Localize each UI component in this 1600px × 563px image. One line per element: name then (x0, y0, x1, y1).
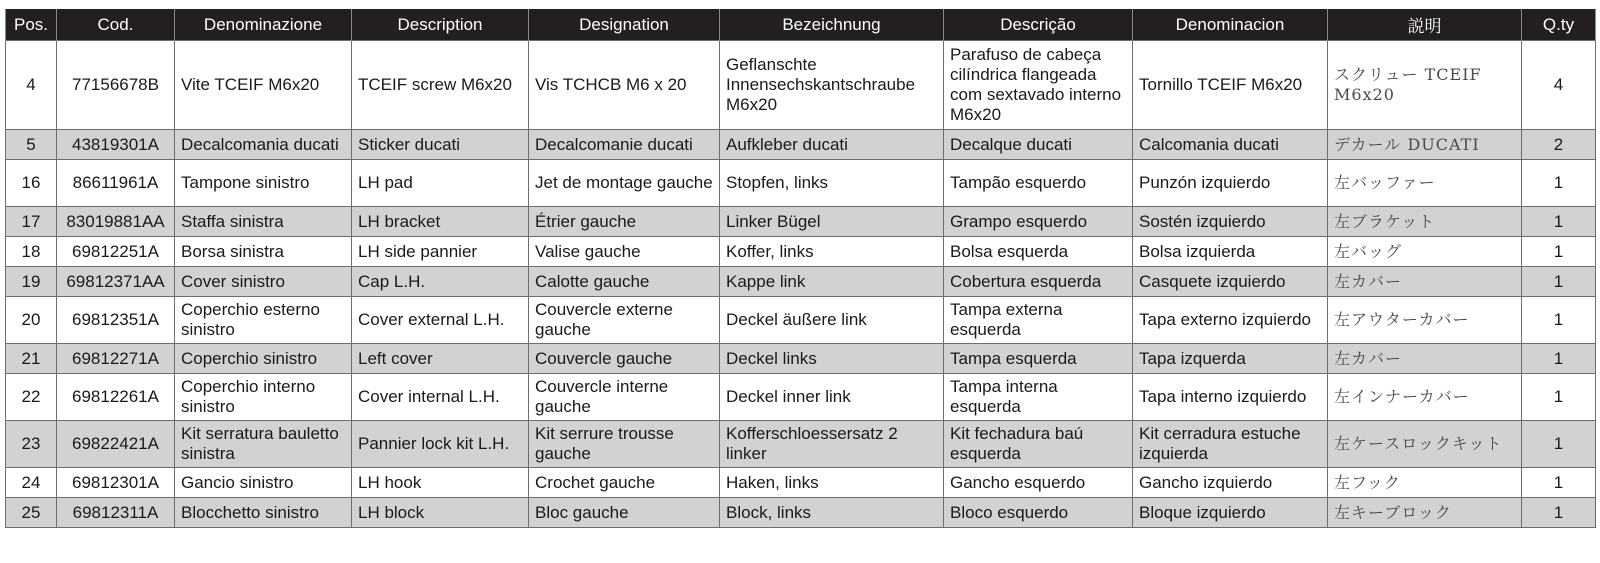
cell-spanish: Punzón izquierdo (1133, 160, 1328, 207)
cell-portuguese: Kit fechadura baú esquerda (944, 421, 1133, 468)
cell-portuguese: Bloco esquerdo (944, 498, 1133, 528)
cell-quantity: 1 (1522, 344, 1596, 374)
cell-spanish: Tapa externo izquierdo (1133, 297, 1328, 344)
cell-pos: 4 (6, 41, 57, 130)
cell-italian: Blocchetto sinistro (175, 498, 352, 528)
cell-code: 69812301A (57, 468, 175, 498)
cell-portuguese: Decalque ducati (944, 130, 1133, 160)
table-row (6, 297, 1596, 344)
cell-code: 69812371AA (57, 267, 175, 297)
cell-german: Deckel links (720, 344, 944, 374)
cell-quantity: 1 (1522, 207, 1596, 237)
cell-italian: Cover sinistro (175, 267, 352, 297)
cell-french: Étrier gauche (529, 207, 720, 237)
cell-german: Geflanschte Innensechskantschraube M6x20 (720, 41, 944, 130)
cell-italian: Tampone sinistro (175, 160, 352, 207)
table-row (6, 421, 1596, 468)
cell-english: TCEIF screw M6x20 (352, 41, 529, 130)
cell-spanish: Tapa izquerda (1133, 344, 1328, 374)
cell-portuguese: Bolsa esquerda (944, 237, 1133, 267)
cell-japanese: 左バッグ (1328, 237, 1522, 267)
table-row (6, 41, 1596, 130)
cell-portuguese: Tampa externa esquerda (944, 297, 1133, 344)
cell-portuguese: Tampão esquerdo (944, 160, 1133, 207)
cell-japanese: 左インナーカバー (1328, 374, 1522, 421)
cell-italian: Decalcomania ducati (175, 130, 352, 160)
cell-pos: 17 (6, 207, 57, 237)
cell-french: Vis TCHCB M6 x 20 (529, 41, 720, 130)
cell-french: Decalcomanie ducati (529, 130, 720, 160)
cell-french: Crochet gauche (529, 468, 720, 498)
cell-french: Calotte gauche (529, 267, 720, 297)
header-italian: Denominazione (175, 9, 352, 41)
cell-spanish: Tapa interno izquierdo (1133, 374, 1328, 421)
cell-quantity: 1 (1522, 468, 1596, 498)
cell-pos: 18 (6, 237, 57, 267)
cell-spanish: Bolsa izquierda (1133, 237, 1328, 267)
cell-spanish: Calcomania ducati (1133, 130, 1328, 160)
cell-pos: 24 (6, 468, 57, 498)
cell-french: Couvercle gauche (529, 344, 720, 374)
cell-quantity: 4 (1522, 41, 1596, 130)
cell-italian: Borsa sinistra (175, 237, 352, 267)
cell-code: 69812261A (57, 374, 175, 421)
cell-portuguese: Grampo esquerdo (944, 207, 1133, 237)
cell-quantity: 1 (1522, 421, 1596, 468)
header-row (6, 9, 1596, 41)
cell-german: Kappe link (720, 267, 944, 297)
table-row (6, 207, 1596, 237)
cell-quantity: 1 (1522, 374, 1596, 421)
cell-french: Couvercle externe gauche (529, 297, 720, 344)
cell-pos: 23 (6, 421, 57, 468)
cell-quantity: 1 (1522, 297, 1596, 344)
table-row (6, 344, 1596, 374)
table-row (6, 237, 1596, 267)
cell-english: LH hook (352, 468, 529, 498)
cell-italian: Vite TCEIF M6x20 (175, 41, 352, 130)
cell-portuguese: Gancho esquerdo (944, 468, 1133, 498)
cell-spanish: Bloque izquierdo (1133, 498, 1328, 528)
cell-code: 69812251A (57, 237, 175, 267)
table-header (6, 9, 1596, 41)
cell-english: Cover external L.H. (352, 297, 529, 344)
cell-japanese: デカール DUCATI (1328, 130, 1522, 160)
cell-german: Aufkleber ducati (720, 130, 944, 160)
cell-portuguese: Tampa interna esquerda (944, 374, 1133, 421)
header-english: Description (352, 9, 529, 41)
cell-pos: 5 (6, 130, 57, 160)
cell-german: Stopfen, links (720, 160, 944, 207)
cell-german: Linker Bügel (720, 207, 944, 237)
cell-japanese: 左キーブロック (1328, 498, 1522, 528)
cell-portuguese: Tampa esquerda (944, 344, 1133, 374)
cell-code: 86611961A (57, 160, 175, 207)
table-row (6, 498, 1596, 528)
table-body (6, 41, 1596, 528)
cell-english: Sticker ducati (352, 130, 529, 160)
cell-english: Pannier lock kit L.H. (352, 421, 529, 468)
cell-french: Bloc gauche (529, 498, 720, 528)
cell-german: Haken, links (720, 468, 944, 498)
cell-pos: 16 (6, 160, 57, 207)
cell-portuguese: Parafuso de cabeça cilíndrica flangeada com sextavado interno M6x20 (944, 41, 1133, 130)
cell-code: 69812351A (57, 297, 175, 344)
cell-french: Valise gauche (529, 237, 720, 267)
cell-german: Block, links (720, 498, 944, 528)
cell-quantity: 1 (1522, 498, 1596, 528)
cell-quantity: 2 (1522, 130, 1596, 160)
cell-italian: Coperchio esterno sinistro (175, 297, 352, 344)
cell-japanese: 左フック (1328, 468, 1522, 498)
cell-german: Deckel inner link (720, 374, 944, 421)
cell-german: Koffer, links (720, 237, 944, 267)
cell-pos: 21 (6, 344, 57, 374)
cell-spanish: Casquete izquierdo (1133, 267, 1328, 297)
cell-english: LH pad (352, 160, 529, 207)
cell-portuguese: Cobertura esquerda (944, 267, 1133, 297)
cell-italian: Coperchio interno sinistro (175, 374, 352, 421)
cell-japanese: 左ブラケット (1328, 207, 1522, 237)
cell-code: 69812311A (57, 498, 175, 528)
cell-spanish: Tornillo TCEIF M6x20 (1133, 41, 1328, 130)
cell-japanese: スクリュー TCEIF M6x20 (1328, 41, 1522, 130)
parts-list-sheet (5, 9, 1596, 528)
cell-pos: 22 (6, 374, 57, 421)
header-quantity: Q.ty (1522, 9, 1596, 41)
cell-english: Cover internal L.H. (352, 374, 529, 421)
table-row (6, 160, 1596, 207)
header-pos: Pos. (6, 9, 57, 41)
cell-code: 69822421A (57, 421, 175, 468)
cell-german: Kofferschloessersatz 2 linker (720, 421, 944, 468)
cell-pos: 19 (6, 267, 57, 297)
cell-english: LH bracket (352, 207, 529, 237)
cell-italian: Kit serratura bauletto sinistra (175, 421, 352, 468)
cell-french: Couvercle interne gauche (529, 374, 720, 421)
cell-pos: 25 (6, 498, 57, 528)
header-french: Designation (529, 9, 720, 41)
cell-japanese: 左カバー (1328, 344, 1522, 374)
cell-french: Kit serrure trousse gauche (529, 421, 720, 468)
cell-french: Jet de montage gauche (529, 160, 720, 207)
cell-code: 69812271A (57, 344, 175, 374)
cell-german: Deckel äußere link (720, 297, 944, 344)
cell-italian: Staffa sinistra (175, 207, 352, 237)
cell-english: Left cover (352, 344, 529, 374)
cell-code: 77156678B (57, 41, 175, 130)
cell-spanish: Gancho izquierdo (1133, 468, 1328, 498)
cell-pos: 20 (6, 297, 57, 344)
cell-english: LH block (352, 498, 529, 528)
cell-japanese: 左バッファー (1328, 160, 1522, 207)
cell-spanish: Sostén izquierdo (1133, 207, 1328, 237)
table-row (6, 130, 1596, 160)
cell-quantity: 1 (1522, 160, 1596, 207)
cell-japanese: 左カバー (1328, 267, 1522, 297)
header-spanish: Denominacion (1133, 9, 1328, 41)
cell-spanish: Kit cerradura estuche izquierda (1133, 421, 1328, 468)
parts-table (5, 9, 1596, 528)
cell-english: Cap L.H. (352, 267, 529, 297)
cell-japanese: 左アウターカバー (1328, 297, 1522, 344)
header-japanese: 説明 (1328, 9, 1522, 41)
cell-quantity: 1 (1522, 237, 1596, 267)
header-portuguese: Descrição (944, 9, 1133, 41)
cell-code: 83019881AA (57, 207, 175, 237)
cell-code: 43819301A (57, 130, 175, 160)
table-row (6, 468, 1596, 498)
cell-italian: Gancio sinistro (175, 468, 352, 498)
header-code: Cod. (57, 9, 175, 41)
header-german: Bezeichnung (720, 9, 944, 41)
cell-italian: Coperchio sinistro (175, 344, 352, 374)
table-row (6, 374, 1596, 421)
table-row (6, 267, 1596, 297)
cell-quantity: 1 (1522, 267, 1596, 297)
cell-english: LH side pannier (352, 237, 529, 267)
cell-japanese: 左ケースロックキット (1328, 421, 1522, 468)
